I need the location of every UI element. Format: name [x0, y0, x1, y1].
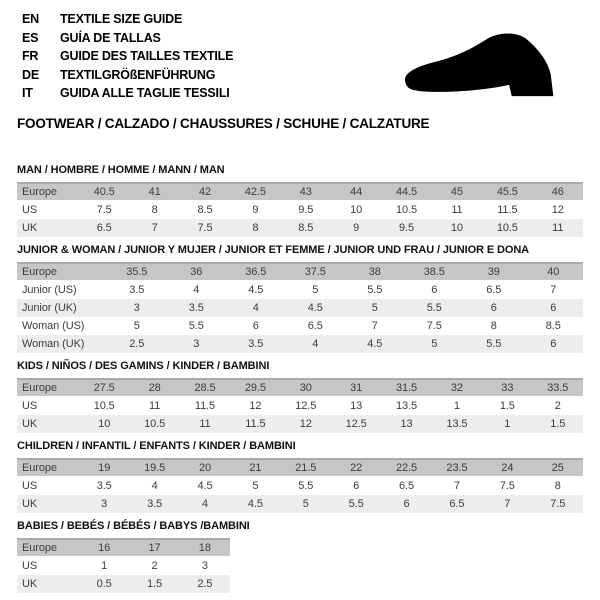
size-value-cell: 7.5 — [550, 497, 566, 510]
table-row — [17, 281, 583, 299]
row-label-cell: Europe — [17, 459, 79, 477]
size-value-cell: 5 — [371, 301, 378, 314]
size-value-cell: 4.5 — [248, 283, 264, 296]
size-table — [17, 538, 230, 593]
size-value-cell: 11 — [199, 417, 211, 430]
size-value-cell: 7 — [371, 319, 378, 332]
size-value-cell: 10.5 — [93, 399, 115, 412]
size-value-cell: 11 — [148, 399, 161, 412]
size-value-cell: 3.5 — [129, 283, 145, 296]
size-value-cell: 25 — [533, 459, 583, 477]
size-value-cell: 44.5 — [381, 183, 431, 201]
size-value-cell: 4 — [151, 479, 158, 492]
size-value-cell: 1 — [453, 399, 460, 412]
size-value-cell: 2.5 — [129, 337, 145, 350]
table-row — [17, 299, 583, 317]
size-value-cell: 36.5 — [226, 263, 286, 281]
size-value-cell: 4.5 — [247, 497, 263, 510]
size-value-cell: 31 — [331, 379, 381, 397]
size-value-cell: 6 — [490, 301, 497, 314]
size-value-cell: 24 — [482, 459, 532, 477]
size-value-cell: 45.5 — [482, 183, 532, 201]
size-table-section — [17, 360, 583, 433]
table-row — [17, 335, 583, 353]
row-label-cell: Europe — [17, 379, 79, 397]
size-value-cell: 10.5 — [496, 221, 518, 234]
size-table — [17, 262, 583, 353]
size-value-cell: 5.5 — [486, 337, 502, 350]
size-value-cell: 5 — [252, 479, 259, 492]
size-table-title: KIDS / NIÑOS / DES GAMINS / KINDER / BAMBINI — [17, 359, 270, 372]
size-value-cell: 8 — [490, 319, 497, 332]
size-value-cell: 8.5 — [298, 221, 314, 234]
size-value-cell: 7.5 — [96, 203, 112, 216]
size-value-cell: 1 — [504, 417, 511, 430]
size-value-cell: 9.5 — [298, 203, 314, 216]
size-value-cell: 1.5 — [499, 399, 515, 412]
size-value-cell: 3 — [101, 497, 108, 510]
size-value-cell: 42.5 — [230, 183, 280, 201]
table-row — [17, 201, 583, 219]
size-value-cell: 3.5 — [248, 337, 264, 350]
size-value-cell: 4 — [201, 497, 208, 510]
size-value-cell: 5 — [312, 283, 319, 296]
size-value-cell: 39 — [464, 263, 524, 281]
size-value-cell: 28.5 — [180, 379, 230, 397]
size-value-cell: 0.5 — [96, 577, 112, 590]
row-label-cell: UK — [22, 497, 38, 510]
table-row — [17, 317, 583, 335]
size-table — [17, 182, 583, 237]
size-value-cell: 10 — [98, 417, 111, 430]
size-value-cell: 2 — [554, 399, 561, 412]
size-value-cell: 7 — [550, 283, 557, 296]
size-table-title: CHILDREN / INFANTIL / ENFANTS / KINDER / BAMBINI — [17, 439, 296, 452]
size-value-cell: 6 — [252, 319, 259, 332]
size-value-cell: 1.5 — [146, 577, 162, 590]
size-value-cell: 42 — [180, 183, 230, 201]
size-value-cell: 4.5 — [197, 479, 213, 492]
size-value-cell: 6.5 — [449, 497, 465, 510]
size-value-cell: 7 — [151, 221, 158, 234]
size-value-cell: 22.5 — [381, 459, 431, 477]
size-value-cell: 6.5 — [399, 479, 415, 492]
size-value-cell: 30 — [281, 379, 331, 397]
row-label-cell: UK — [22, 577, 38, 590]
size-value-cell: 12 — [551, 203, 564, 216]
row-label-cell: Junior (UK) — [22, 301, 77, 314]
size-value-cell: 3 — [133, 301, 140, 314]
size-value-cell: 6 — [431, 283, 438, 296]
row-label-cell: Junior (US) — [22, 283, 77, 296]
size-value-cell: 4 — [252, 301, 259, 314]
language-label: TEXTILGRÖßENFÜHRUNG — [60, 67, 216, 82]
size-value-cell: 10 — [450, 221, 463, 234]
language-label: GUÍA DE TALLAS — [60, 30, 161, 45]
size-value-cell: 23.5 — [432, 459, 482, 477]
size-value-cell: 6.5 — [96, 221, 112, 234]
language-label: TEXTILE SIZE GUIDE — [60, 12, 183, 26]
language-code: IT — [22, 86, 33, 100]
language-code: FR — [22, 49, 39, 63]
size-value-cell: 45 — [432, 183, 482, 201]
size-value-cell: 10.5 — [396, 203, 418, 216]
size-value-cell: 6.5 — [486, 283, 502, 296]
size-value-cell: 10.5 — [144, 417, 166, 430]
size-value-cell: 40.5 — [79, 183, 129, 201]
size-value-cell: 8.5 — [545, 319, 561, 332]
size-value-cell: 7 — [504, 497, 511, 510]
size-value-cell: 5.5 — [348, 497, 364, 510]
table-row — [17, 219, 583, 237]
size-value-cell: 6.5 — [307, 319, 323, 332]
size-value-cell: 5.5 — [426, 301, 442, 314]
size-value-cell: 4.5 — [367, 337, 383, 350]
table-row — [17, 575, 230, 593]
size-value-cell: 41 — [129, 183, 179, 201]
size-value-cell: 8 — [554, 479, 561, 492]
size-value-cell: 13.5 — [396, 399, 418, 412]
size-value-cell: 44 — [331, 183, 381, 201]
size-value-cell: 21.5 — [281, 459, 331, 477]
size-value-cell: 5.5 — [188, 319, 204, 332]
size-value-cell: 12 — [249, 399, 262, 412]
row-label-cell: US — [22, 203, 38, 216]
size-value-cell: 5.5 — [367, 283, 383, 296]
size-value-cell: 6 — [550, 301, 557, 314]
size-table-section — [17, 520, 583, 593]
table-row — [17, 183, 583, 201]
size-value-cell: 3.5 — [147, 497, 163, 510]
size-value-cell: 9 — [252, 203, 259, 216]
size-tables — [17, 164, 583, 593]
size-value-cell: 12.5 — [295, 399, 317, 412]
size-value-cell: 43 — [281, 183, 331, 201]
size-value-cell: 8.5 — [197, 203, 213, 216]
size-value-cell: 40 — [524, 263, 584, 281]
table-row — [17, 495, 583, 513]
row-label-cell: Woman (US) — [22, 319, 85, 332]
language-code: DE — [22, 67, 39, 82]
size-value-cell: 2.5 — [197, 577, 213, 590]
size-table-title: JUNIOR & WOMAN / JUNIOR Y MUJER / JUNIOR ET FEMME / JUNIOR UND FRAU / JUNIOR E DONA — [17, 243, 530, 256]
language-code: ES — [22, 30, 39, 45]
size-value-cell: 7 — [453, 479, 460, 492]
size-value-cell: 11.5 — [497, 203, 518, 216]
size-table — [17, 458, 583, 513]
size-value-cell: 11 — [552, 221, 564, 234]
size-value-cell: 27.5 — [79, 379, 129, 397]
size-value-cell: 1.5 — [550, 417, 566, 430]
table-row — [17, 415, 583, 433]
row-label-cell: Europe — [17, 263, 107, 281]
size-table-section — [17, 244, 583, 353]
language-label: GUIDE DES TAILLES TEXTILE — [60, 49, 234, 63]
size-value-cell: 12.5 — [345, 417, 367, 430]
size-value-cell: 16 — [79, 539, 129, 557]
language-label: GUIDA ALLE TAGLIE TESSILI — [60, 86, 230, 100]
row-label-cell: Europe — [17, 183, 79, 201]
dress-shoe-silhouette-icon — [393, 20, 575, 108]
size-value-cell: 33.5 — [533, 379, 583, 397]
category-title: FOOTWEAR / CALZADO / CHAUSSURES / SCHUHE / CALZATURE — [17, 115, 430, 131]
size-value-cell: 11.5 — [194, 399, 216, 412]
size-value-cell: 19 — [79, 459, 129, 477]
size-value-cell: 7.5 — [426, 319, 442, 332]
size-value-cell: 3 — [201, 559, 208, 572]
size-value-cell: 11.5 — [245, 417, 266, 430]
size-value-cell: 3.5 — [188, 301, 204, 314]
size-value-cell: 38 — [345, 263, 405, 281]
size-value-cell: 32 — [432, 379, 482, 397]
size-value-cell: 11 — [451, 203, 463, 216]
row-label-cell: US — [22, 559, 38, 572]
size-value-cell: 5.5 — [298, 479, 314, 492]
size-table-section — [17, 164, 583, 237]
size-value-cell: 6 — [353, 479, 360, 492]
size-value-cell: 4 — [193, 283, 200, 296]
size-value-cell: 19.5 — [129, 459, 179, 477]
size-value-cell: 2 — [151, 559, 158, 572]
table-row — [17, 379, 583, 397]
size-value-cell: 7.5 — [197, 221, 213, 234]
size-value-cell: 29.5 — [230, 379, 280, 397]
table-row — [17, 397, 583, 415]
size-value-cell: 13.5 — [446, 417, 468, 430]
size-value-cell: 31.5 — [381, 379, 431, 397]
size-value-cell: 5 — [302, 497, 309, 510]
size-value-cell: 22 — [331, 459, 381, 477]
size-value-cell: 5 — [431, 337, 438, 350]
size-value-cell: 13 — [400, 417, 413, 430]
size-value-cell: 35.5 — [107, 263, 167, 281]
size-value-cell: 7.5 — [499, 479, 515, 492]
size-value-cell: 5 — [133, 319, 140, 332]
table-row — [17, 539, 230, 557]
size-table-title: BABIES / BEBÉS / BÉBÉS / BABYS /BAMBINI — [17, 519, 250, 532]
size-table-section — [17, 440, 583, 513]
size-value-cell: 1 — [101, 559, 108, 572]
language-code: EN — [22, 12, 39, 26]
size-value-cell: 18 — [180, 539, 230, 557]
size-value-cell: 17 — [129, 539, 179, 557]
table-row — [17, 557, 230, 575]
size-value-cell: 3.5 — [96, 479, 112, 492]
size-value-cell: 36 — [167, 263, 227, 281]
size-value-cell: 12 — [299, 417, 312, 430]
row-label-cell: US — [22, 399, 38, 412]
size-value-cell: 28 — [129, 379, 179, 397]
size-value-cell: 33 — [482, 379, 532, 397]
size-value-cell: 4 — [312, 337, 319, 350]
size-table-title: MAN / HOMBRE / HOMME / MANN / MAN — [17, 163, 225, 176]
size-value-cell: 9 — [353, 221, 360, 234]
size-value-cell: 38.5 — [405, 263, 465, 281]
size-value-cell: 8 — [252, 221, 259, 234]
size-value-cell: 21 — [230, 459, 280, 477]
size-value-cell: 9.5 — [399, 221, 415, 234]
size-value-cell: 37.5 — [286, 263, 346, 281]
table-row — [17, 459, 583, 477]
row-label-cell: Europe — [17, 539, 79, 557]
size-table — [17, 378, 583, 433]
size-value-cell: 4.5 — [307, 301, 323, 314]
size-value-cell: 3 — [193, 337, 200, 350]
size-value-cell: 10 — [350, 203, 363, 216]
size-value-cell: 46 — [533, 183, 583, 201]
size-value-cell: 13 — [350, 399, 363, 412]
size-value-cell: 6 — [550, 337, 557, 350]
row-label-cell: UK — [22, 417, 38, 430]
row-label-cell: UK — [22, 221, 38, 234]
table-row — [17, 477, 583, 495]
row-label-cell: Woman (UK) — [22, 337, 85, 350]
size-value-cell: 20 — [180, 459, 230, 477]
size-value-cell: 8 — [151, 203, 158, 216]
row-label-cell: US — [22, 479, 38, 492]
size-value-cell: 6 — [403, 497, 410, 510]
table-row — [17, 263, 583, 281]
